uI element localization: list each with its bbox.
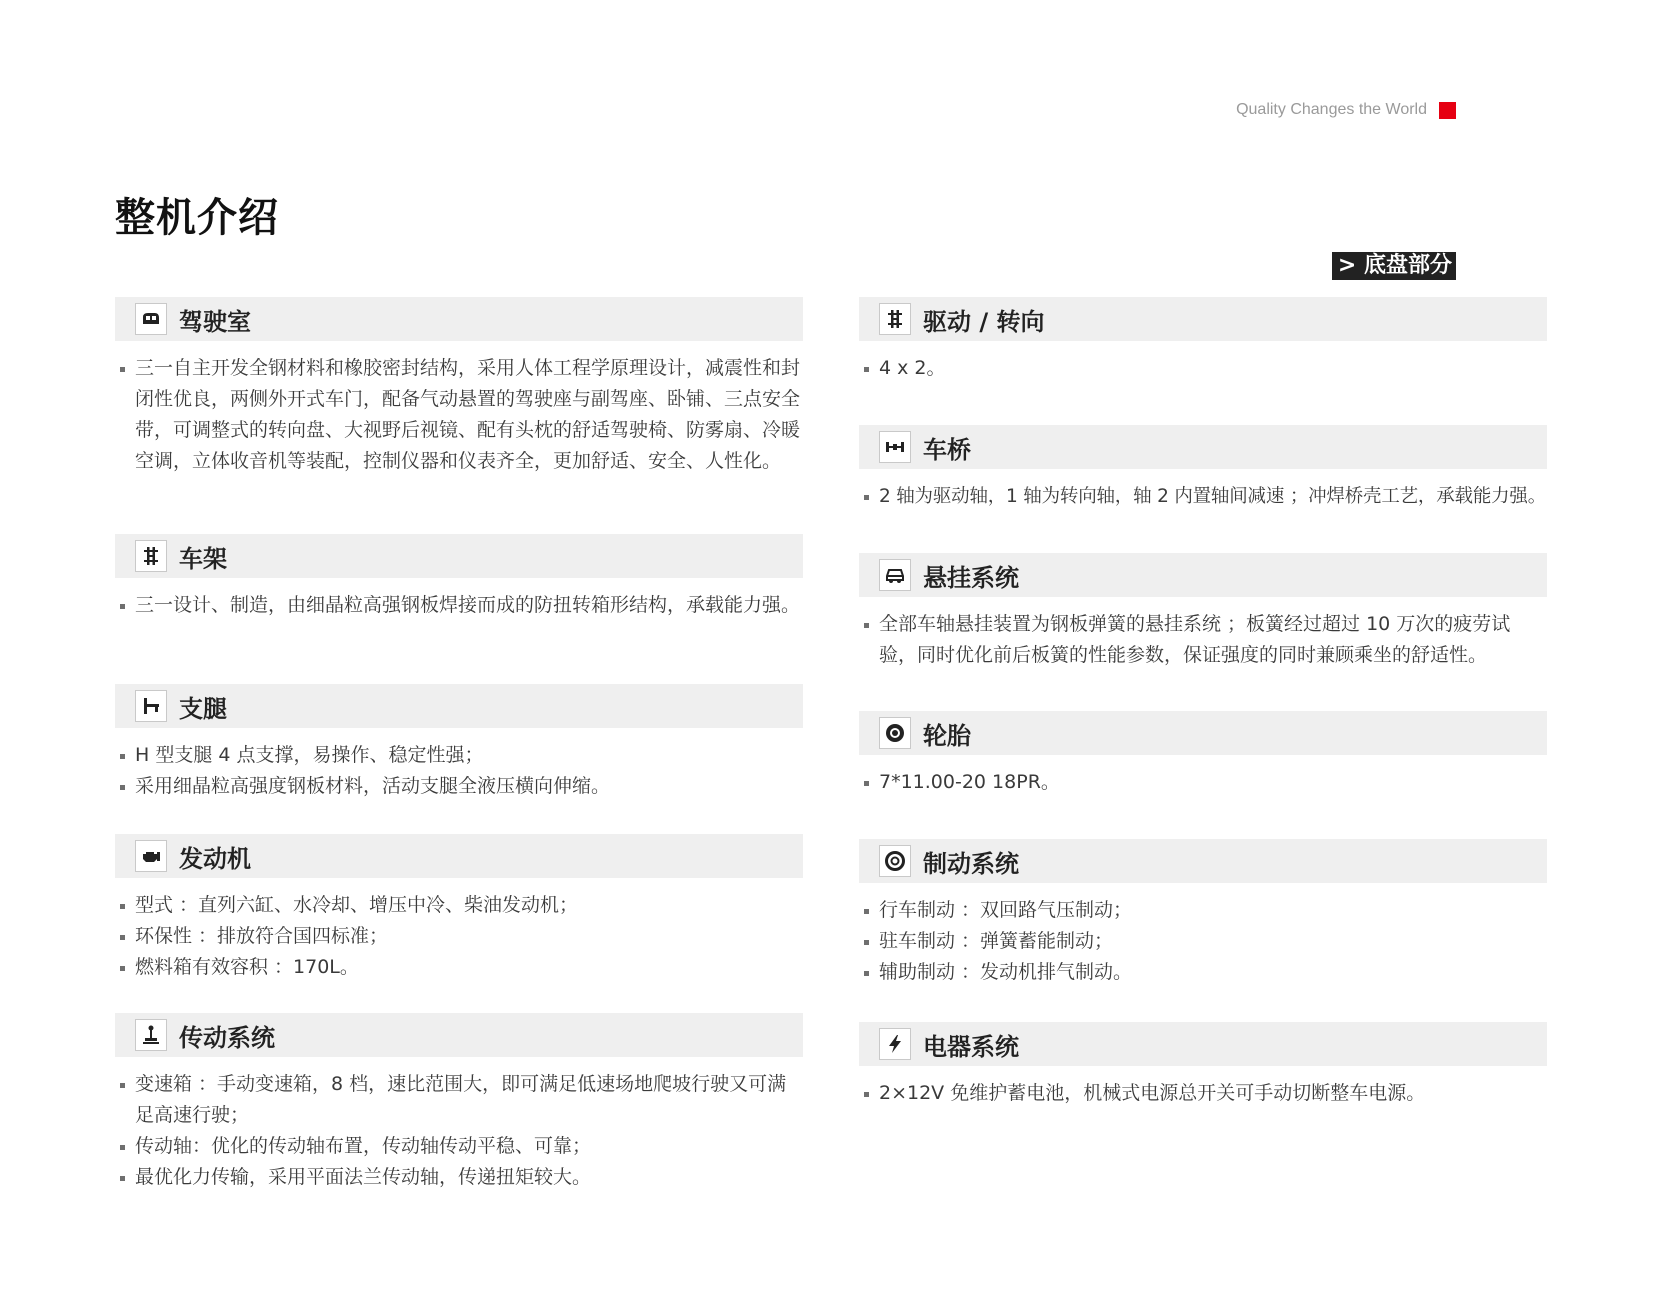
list-item: 三一设计、制造，由细晶粒高强钢板焊接而成的防扭转箱形结构，承载能力强。 xyxy=(115,590,803,621)
section-header xyxy=(859,1022,1547,1066)
section-header xyxy=(115,1013,803,1057)
item-list xyxy=(115,728,803,802)
list-item: 燃料箱有效容积 ：170L。 xyxy=(115,952,803,983)
brake-icon xyxy=(879,845,911,877)
list-item: 变速箱 ：手动变速箱，8 档，速比范围大，即可满足低速场地爬坡行驶又可满足高速行驶； xyxy=(115,1069,803,1131)
axle-icon xyxy=(879,431,911,463)
list-item: 环保性 ：排放符合国四标准； xyxy=(115,921,803,952)
item-list xyxy=(859,755,1547,798)
list-item: 传动轴：优化的传动轴布置，传动轴传动平稳、可靠； xyxy=(115,1131,803,1162)
engine-icon xyxy=(135,840,167,872)
section-title: 传动系统 xyxy=(179,1023,275,1052)
section-electrical xyxy=(859,1022,1547,1109)
tagline-text: Quality Changes the World xyxy=(1236,101,1427,118)
list-item: 三一自主开发全钢材料和橡胶密封结构，采用人体工程学原理设计，减震性和封闭性优良，两侧外开式车门，配备气动悬置的驾驶座与副驾座、卧铺、三点安全带，可调整式的转向盘、大视野后视镜、配有头枕的舒适驾驶椅、防雾扇、冷暖空调，立体收音机等装配，控制仪器和仪表齐全，更加舒适、安全、人性化。 xyxy=(115,353,803,477)
section-engine xyxy=(115,834,803,1013)
section-outrigger xyxy=(115,684,803,834)
section-brake xyxy=(859,839,1547,1022)
section-title: 轮胎 xyxy=(923,721,971,750)
left-column xyxy=(115,297,803,1193)
brand-square-icon xyxy=(1439,102,1456,119)
gear-shift-icon xyxy=(135,1019,167,1051)
section-tag: > 底盘部分 xyxy=(1332,252,1456,280)
list-item: 全部车轴悬挂装置为钢板弹簧的悬挂系统 ；板簧经过超过 10 万次的疲劳试验，同时优化前后板簧的性能参数，保证强度的同时兼顾乘坐的舒适性。 xyxy=(859,609,1547,671)
list-item: 辅助制动 ：发动机排气制动。 xyxy=(859,957,1547,988)
item-list xyxy=(859,341,1547,384)
section-title: 制动系统 xyxy=(923,849,1019,878)
outrigger-icon xyxy=(135,690,167,722)
item-list xyxy=(115,878,803,983)
item-list xyxy=(859,469,1547,512)
page-title: 整机介绍 xyxy=(115,195,279,241)
item-list xyxy=(115,1057,803,1193)
item-list xyxy=(859,1066,1547,1109)
section-header xyxy=(115,534,803,578)
tire-icon xyxy=(879,717,911,749)
section-title: 车桥 xyxy=(923,435,971,464)
frame-icon xyxy=(135,540,167,572)
list-item: 2 轴为驱动轴，1 轴为转向轴，轴 2 内置轴间减速 ；冲焊桥壳工艺，承载能力强。 xyxy=(859,481,1547,512)
item-list xyxy=(115,341,803,477)
item-list xyxy=(859,597,1547,671)
section-transmission xyxy=(115,1013,803,1193)
right-column xyxy=(859,297,1547,1109)
section-title: 电器系统 xyxy=(923,1032,1019,1061)
list-item: 行车制动 ：双回路气压制动； xyxy=(859,895,1547,926)
section-frame xyxy=(115,534,803,684)
section-header xyxy=(115,297,803,341)
section-title: 悬挂系统 xyxy=(923,563,1019,592)
list-item: 型式 ：直列六缸、水冷却、增压中冷、柴油发动机； xyxy=(115,890,803,921)
section-axle xyxy=(859,425,1547,553)
list-item: H 型支腿 4 点支撑，易操作、稳定性强； xyxy=(115,740,803,771)
list-item: 采用细晶粒高强度钢板材料，活动支腿全液压横向伸缩。 xyxy=(115,771,803,802)
section-header xyxy=(859,839,1547,883)
section-header xyxy=(115,684,803,728)
cab-icon xyxy=(135,303,167,335)
section-title: 支腿 xyxy=(179,694,227,723)
section-header xyxy=(859,425,1547,469)
section-drive-steering xyxy=(859,297,1547,425)
section-header xyxy=(115,834,803,878)
section-header xyxy=(859,711,1547,755)
item-list xyxy=(115,578,803,621)
suspension-icon xyxy=(879,559,911,591)
section-cab xyxy=(115,297,803,534)
section-title: 驾驶室 xyxy=(179,307,251,336)
lightning-icon xyxy=(879,1028,911,1060)
list-item: 最优化力传输，采用平面法兰传动轴，传递扭矩较大。 xyxy=(115,1162,803,1193)
section-title: 发动机 xyxy=(179,844,251,873)
header-tagline xyxy=(1236,101,1456,119)
section-suspension xyxy=(859,553,1547,711)
list-item: 驻车制动 ：弹簧蓄能制动； xyxy=(859,926,1547,957)
section-tire xyxy=(859,711,1547,839)
list-item: 2×12V 免维护蓄电池，机械式电源总开关可手动切断整车电源。 xyxy=(859,1078,1547,1109)
section-title: 驱动 / 转向 xyxy=(923,307,1045,336)
drive-icon xyxy=(879,303,911,335)
item-list xyxy=(859,883,1547,988)
list-item: 7*11.00-20 18PR。 xyxy=(859,767,1547,798)
section-header xyxy=(859,553,1547,597)
section-title: 车架 xyxy=(179,544,227,573)
section-header xyxy=(859,297,1547,341)
list-item: 4 x 2。 xyxy=(859,353,1547,384)
